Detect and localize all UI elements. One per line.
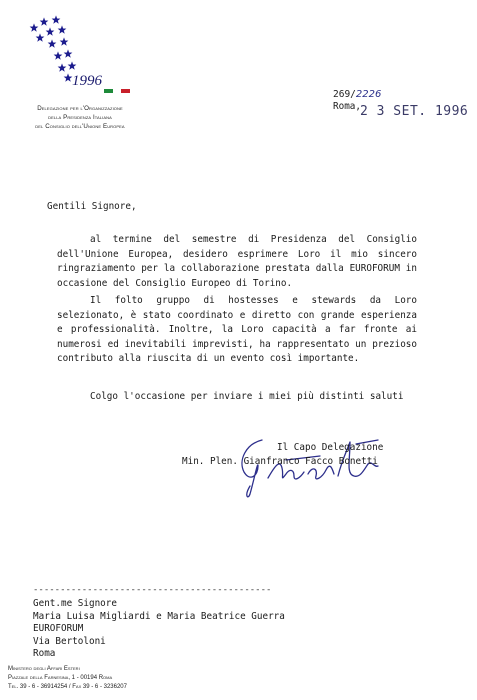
address-line: Roma (33, 648, 56, 659)
recipient-address (33, 598, 285, 661)
star-icon (30, 23, 39, 31)
flag-white-band (113, 89, 122, 93)
protocol-prefix: 269/ (333, 89, 356, 100)
footer-line: Piazzale della Farnesina, 1 - 00194 Roma (8, 675, 113, 681)
star-icon (60, 37, 69, 45)
signatory-name: Min. Plen. Gianfranco Facco Bonetti (182, 456, 378, 467)
org-line: del Consiglio dell'Unione Europea (35, 123, 125, 130)
address-line: EUROFORUM (33, 623, 84, 634)
star-icon (64, 49, 73, 57)
signatory-title: Il Capo Delegazione (277, 442, 384, 453)
star-icon (54, 51, 63, 59)
star-icon (58, 63, 67, 71)
star-icon (58, 25, 67, 33)
paragraph-2-text: Il folto gruppo di hostesses e stewards da Loro selezionato, è stato coordinato e diretto con grande esperienza e professionalità. Inoltre, la Loro capacità a far fronte ai numerosi ed inevitabili imprevisti, ha rappresentato un prezioso contributo alla riuscita di un evento così importante. (57, 295, 417, 364)
footer (8, 665, 127, 692)
star-icon (46, 27, 55, 35)
address-separator: -------------------------------------------- (33, 585, 272, 595)
organization-name (10, 104, 150, 131)
star-icon (48, 39, 57, 47)
closing: Colgo l'occasione per inviare i miei più distinti saluti (90, 391, 404, 402)
logo-year: 1996 (72, 73, 102, 89)
address-line: Maria Luisa Migliardi e Maria Beatrice Guerra (33, 610, 285, 622)
flag-green-band (104, 89, 113, 93)
flag-red-band (121, 89, 130, 93)
footer-line: Ministero degli Affari Esteri (8, 666, 80, 672)
date-stamp: 2 3 SET. 1996 (360, 104, 469, 119)
star-icon (68, 61, 77, 69)
org-line: della Presidenza Italiana (48, 114, 112, 121)
paragraph-2 (57, 294, 417, 367)
star-icon (36, 33, 45, 41)
star-icon (52, 15, 61, 23)
star-icon (40, 17, 49, 25)
address-line: Gent.me Signore (33, 598, 117, 609)
place: Roma, (333, 101, 361, 112)
paragraph-1-text: al termine del semestre di Presidenza del Consiglio dell'Unione Europea, desidero esprimere Loro il mio sincero ringraziamento per la collaborazione prestata dalla EUROFORUM in occasione del Consiglio Europeo di Torino. (57, 234, 417, 289)
org-line: Delegazione per l'Organizzazione (37, 105, 123, 112)
protocol-handwritten-number: 2226 (355, 89, 382, 100)
protocol-number (333, 89, 381, 100)
greeting: Gentili Signore, (47, 201, 137, 212)
footer-line: Tel. 39 - 6 - 36914254 / Fax 39 - 6 - 3236207 (8, 684, 127, 690)
address-line: Via Bertoloni (33, 635, 106, 647)
paragraph-1 (57, 233, 417, 291)
italian-flag-icon (104, 89, 130, 93)
